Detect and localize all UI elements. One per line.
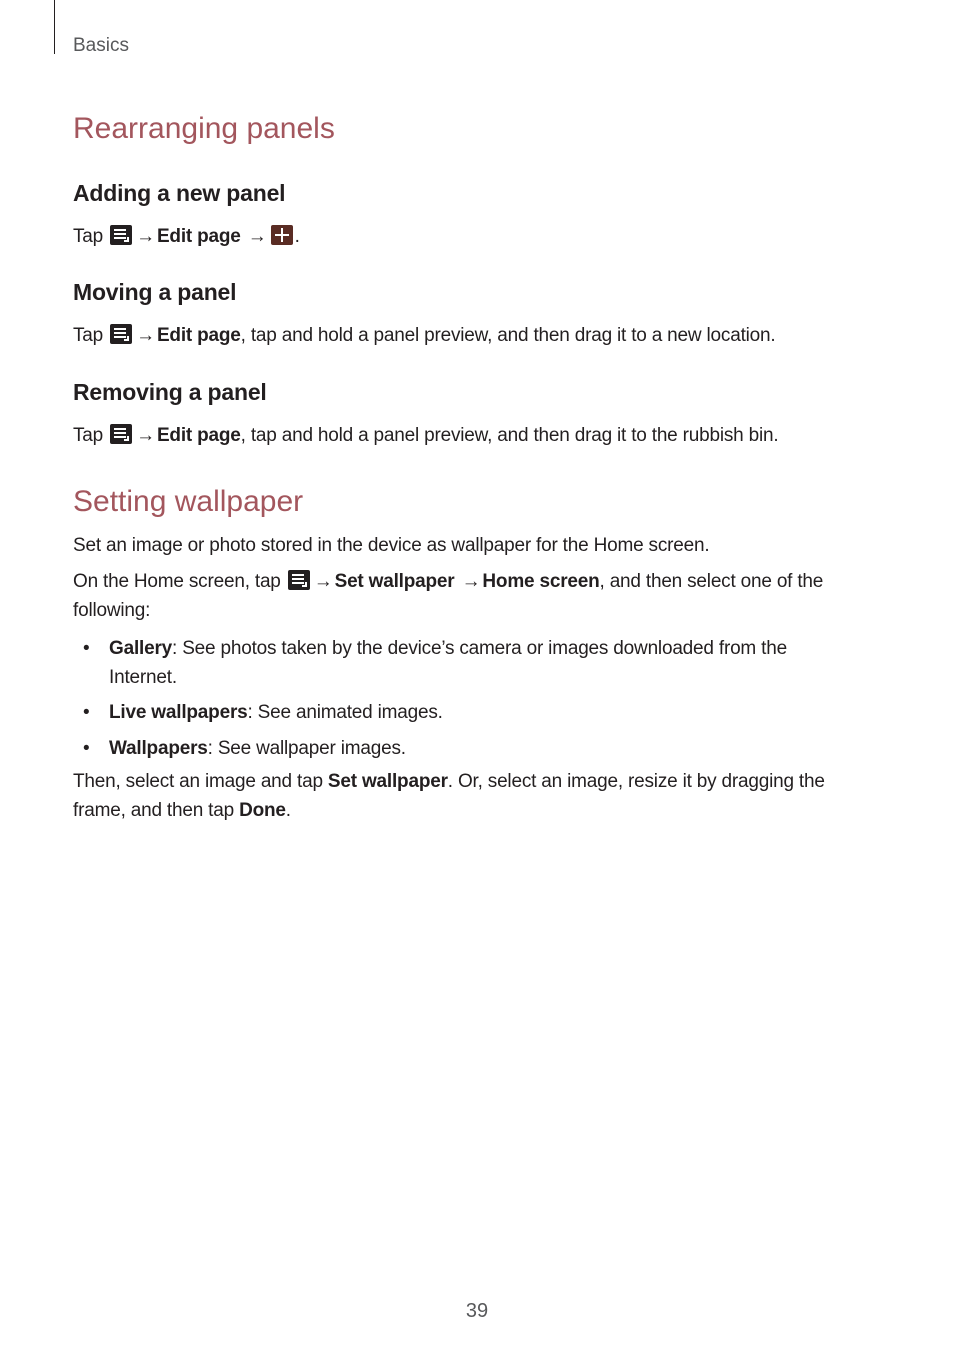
add-page-icon <box>271 225 293 245</box>
bullet-gallery-cont: Internet. <box>109 667 177 688</box>
wallpaper-instruction: On the Home screen, tap → Set wallpaper → Home screen, and then select one of the <box>73 571 824 592</box>
bullet-marker: • <box>83 738 90 759</box>
moving-panel-instruction: Tap → Edit page, tap and hold a panel preview, and then drag it to a new location. <box>73 325 776 346</box>
adding-panel-heading: Adding a new panel <box>73 180 286 206</box>
wallpaper-final-instruction: Then, select an image and tap Set wallpaper. Or, select an image, resize it by dragging the <box>73 771 825 792</box>
home-screen-label: Home screen <box>482 571 600 592</box>
menu-icon <box>110 424 132 444</box>
wallpaper-final-instruction-cont: frame, and then tap Done. <box>73 800 291 821</box>
removing-panel-instruction: Tap → Edit page, tap and hold a panel preview, and then drag it to the rubbish bin. <box>73 425 779 446</box>
edit-page-label: Edit page <box>156 425 241 446</box>
page-number: 39 <box>465 1300 489 1322</box>
bullet-gallery: Gallery: See photos taken by the device’s camera or images downloaded from the <box>109 638 787 659</box>
setting-wallpaper-title: Setting wallpaper <box>73 485 304 518</box>
menu-icon <box>288 570 310 590</box>
section-label: Basics <box>73 35 129 56</box>
bullet-marker: • <box>83 702 90 723</box>
menu-icon <box>110 225 132 245</box>
bullet-live-wallpapers: Live wallpapers: See animated images. <box>109 702 443 723</box>
menu-icon <box>110 324 132 344</box>
wallpaper-intro: Set an image or photo stored in the device as wallpaper for the Home screen. <box>73 535 710 556</box>
moving-panel-heading: Moving a panel <box>73 279 237 305</box>
bullet-wallpapers: Wallpapers: See wallpaper images. <box>109 738 406 759</box>
set-wallpaper-label: Set wallpaper <box>334 571 455 592</box>
margin-rule <box>54 0 55 54</box>
rearranging-panels-title: Rearranging panels <box>73 112 335 145</box>
edit-page-label: Edit page <box>156 226 241 247</box>
bullet-marker: • <box>83 638 90 659</box>
adding-panel-instruction: Tap → Edit page → . <box>73 226 300 247</box>
removing-panel-heading: Removing a panel <box>73 379 267 405</box>
wallpaper-instruction-cont: following: <box>73 600 151 621</box>
edit-page-label: Edit page <box>156 325 241 346</box>
